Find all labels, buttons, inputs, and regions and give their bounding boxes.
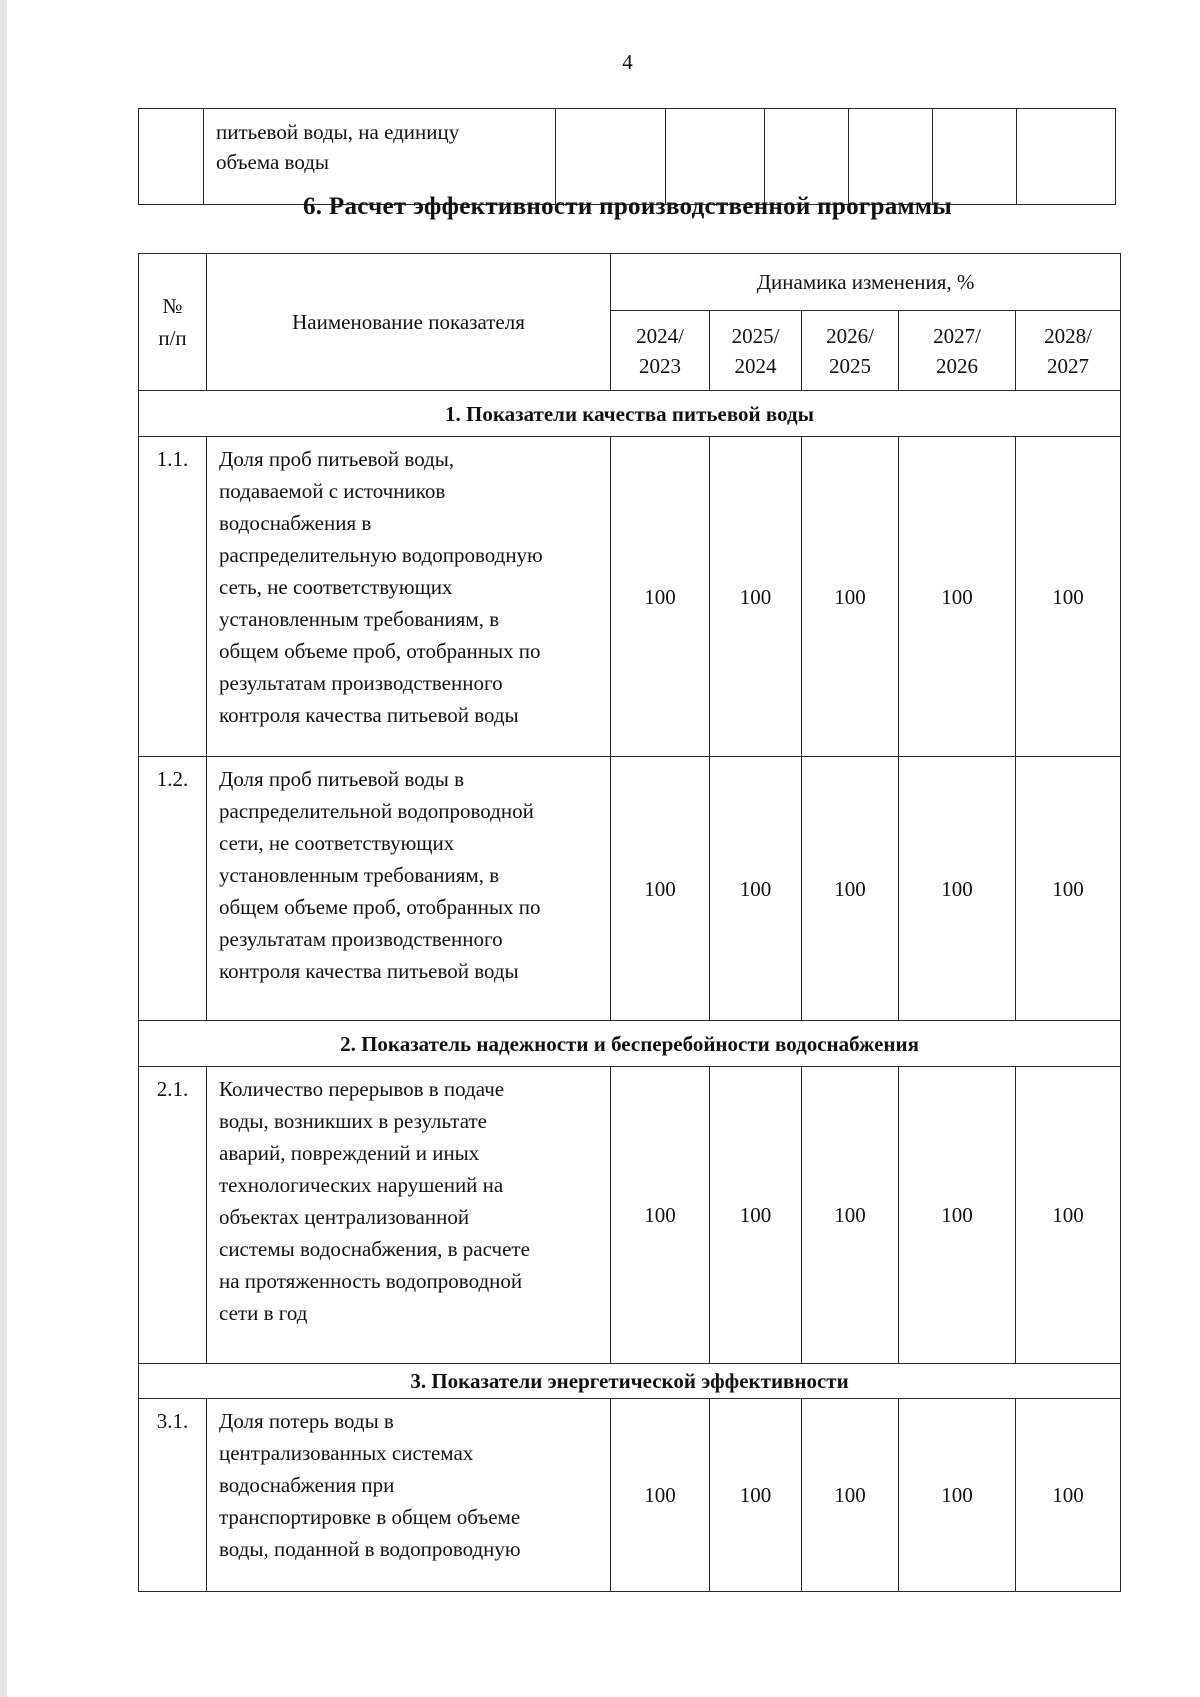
- value-cell: 100: [802, 1067, 899, 1364]
- row-name-line: транспортировке в общем объеме: [219, 1505, 521, 1529]
- table-row: [139, 437, 1121, 757]
- row-name: [207, 437, 611, 757]
- continuation-empty-cell: [933, 109, 1017, 205]
- group-title: 2. Показатель надежности и бесперебойности водоснабжения: [139, 1021, 1121, 1067]
- row-name-line: водоснабжения при: [219, 1473, 395, 1497]
- value-cell: 100: [802, 757, 899, 1021]
- row-name-line: сети в год: [219, 1301, 308, 1325]
- row-name: [207, 757, 611, 1021]
- row-name-line: Доля потерь воды в: [219, 1409, 394, 1433]
- row-name-line: результатам производственного: [219, 671, 503, 695]
- continuation-text-line: питьевой воды, на единицу: [216, 120, 460, 144]
- year-line: 2026/: [826, 323, 874, 348]
- year-line: 2024/: [636, 323, 684, 348]
- year-line: 2025/: [731, 323, 780, 348]
- year-header-cell: [710, 311, 802, 391]
- header-num-line: №: [162, 294, 183, 318]
- value-cell: 100: [1016, 757, 1121, 1021]
- header-num-cell: [139, 254, 207, 391]
- row-name-line: Доля проб питьевой воды,: [219, 447, 455, 471]
- group-title-row: [139, 1021, 1121, 1067]
- row-name: [207, 1399, 611, 1592]
- row-name-line: технологических нарушений на: [219, 1173, 504, 1197]
- row-name-line: воды, поданной в водопроводную: [219, 1537, 521, 1561]
- group-title: 1. Показатели качества питьевой воды: [139, 391, 1121, 437]
- row-name-line: установленным требованиям, в: [219, 607, 500, 631]
- continuation-empty-cell: [666, 109, 765, 205]
- continuation-empty-cell: [1017, 109, 1116, 205]
- value-cell: 100: [899, 757, 1016, 1021]
- efficiency-table: [138, 253, 1121, 1592]
- row-number: 3.1.: [139, 1399, 207, 1592]
- value-cell: 100: [1016, 1399, 1121, 1592]
- table-row: [139, 757, 1121, 1021]
- group-title-row: [139, 391, 1121, 437]
- row-name-line: установленным требованиям, в: [219, 863, 500, 887]
- year-header-cell: [899, 311, 1016, 391]
- year-line: 2027: [1047, 353, 1090, 378]
- value-cell: 100: [899, 1399, 1016, 1592]
- row-name-line: общем объеме проб, отобранных по: [219, 895, 541, 919]
- row-name-line: сети, не соответствующих: [219, 831, 455, 855]
- year-line: 2027/: [933, 323, 981, 348]
- row-name-line: объектах централизованной: [219, 1205, 470, 1229]
- year-header-cell: [611, 311, 710, 391]
- header-num-line: п/п: [158, 326, 187, 350]
- year-line: 2026: [936, 353, 978, 378]
- continuation-row: [139, 109, 1116, 205]
- row-number: 2.1.: [139, 1067, 207, 1364]
- section-title: 6. Расчет эффективности производственной программы: [302, 193, 953, 220]
- row-name-line: Доля проб питьевой воды в: [219, 767, 465, 791]
- table-row: [139, 1399, 1121, 1592]
- row-name-line: контроля качества питьевой воды: [219, 703, 519, 727]
- value-cell: 100: [611, 437, 710, 757]
- value-cell: 100: [802, 1399, 899, 1592]
- continuation-name-cell: [204, 109, 556, 205]
- continuation-empty-cell: [765, 109, 849, 205]
- row-number: 1.1.: [139, 437, 207, 757]
- year-line: 2023: [639, 353, 681, 378]
- year-header-cell: [1016, 311, 1121, 391]
- row-name-line: результатам производственного: [219, 927, 503, 951]
- year-line: 2025: [829, 353, 871, 378]
- scan-page-edge: [0, 0, 7, 1697]
- value-cell: 100: [710, 437, 802, 757]
- row-name-line: контроля качества питьевой воды: [219, 959, 519, 983]
- year-line: 2024: [734, 353, 777, 378]
- header-dynamics-cell: Динамика изменения, %: [611, 254, 1121, 311]
- header-name-cell: Наименование показателя: [207, 254, 611, 391]
- row-name-line: воды, возникших в результате: [219, 1109, 488, 1133]
- continuation-num-cell: [139, 109, 204, 205]
- continuation-empty-cell: [556, 109, 666, 205]
- value-cell: 100: [611, 1067, 710, 1364]
- row-name-line: водоснабжения в: [219, 511, 372, 535]
- value-cell: 100: [802, 437, 899, 757]
- row-name-line: аварий, повреждений и иных: [219, 1141, 480, 1165]
- group-title-row: [139, 1364, 1121, 1399]
- row-name-line: подаваемой с источников: [219, 479, 446, 503]
- row-name-line: распределительной водопроводной: [219, 799, 534, 823]
- row-name-line: общем объеме проб, отобранных по: [219, 639, 541, 663]
- year-header-cell: [802, 311, 899, 391]
- value-cell: 100: [710, 757, 802, 1021]
- continuation-empty-cell: [849, 109, 933, 205]
- row-name-line: на протяженность водопроводной: [219, 1269, 523, 1293]
- row-name-line: распределительную водопроводную: [219, 543, 543, 567]
- value-cell: 100: [611, 757, 710, 1021]
- row-name-line: централизованных системах: [219, 1441, 474, 1465]
- header-row-top: [139, 254, 1121, 311]
- row-number: 1.2.: [139, 757, 207, 1021]
- row-name-line: системы водоснабжения, в расчете: [219, 1237, 530, 1261]
- value-cell: 100: [899, 437, 1016, 757]
- continuation-table: [138, 108, 1116, 205]
- table-row: [139, 1067, 1121, 1364]
- row-name-line: Количество перерывов в подаче: [219, 1077, 505, 1101]
- row-name: [207, 1067, 611, 1364]
- year-line: 2028/: [1044, 323, 1092, 348]
- row-name-line: сеть, не соответствующих: [219, 575, 453, 599]
- value-cell: 100: [899, 1067, 1016, 1364]
- page-number: 4: [622, 50, 633, 74]
- value-cell: 100: [710, 1399, 802, 1592]
- value-cell: 100: [1016, 437, 1121, 757]
- value-cell: 100: [710, 1067, 802, 1364]
- value-cell: 100: [611, 1399, 710, 1592]
- continuation-text-line: объема воды: [216, 150, 330, 174]
- value-cell: 100: [1016, 1067, 1121, 1364]
- group-title: 3. Показатели энергетической эффективности: [139, 1364, 1121, 1399]
